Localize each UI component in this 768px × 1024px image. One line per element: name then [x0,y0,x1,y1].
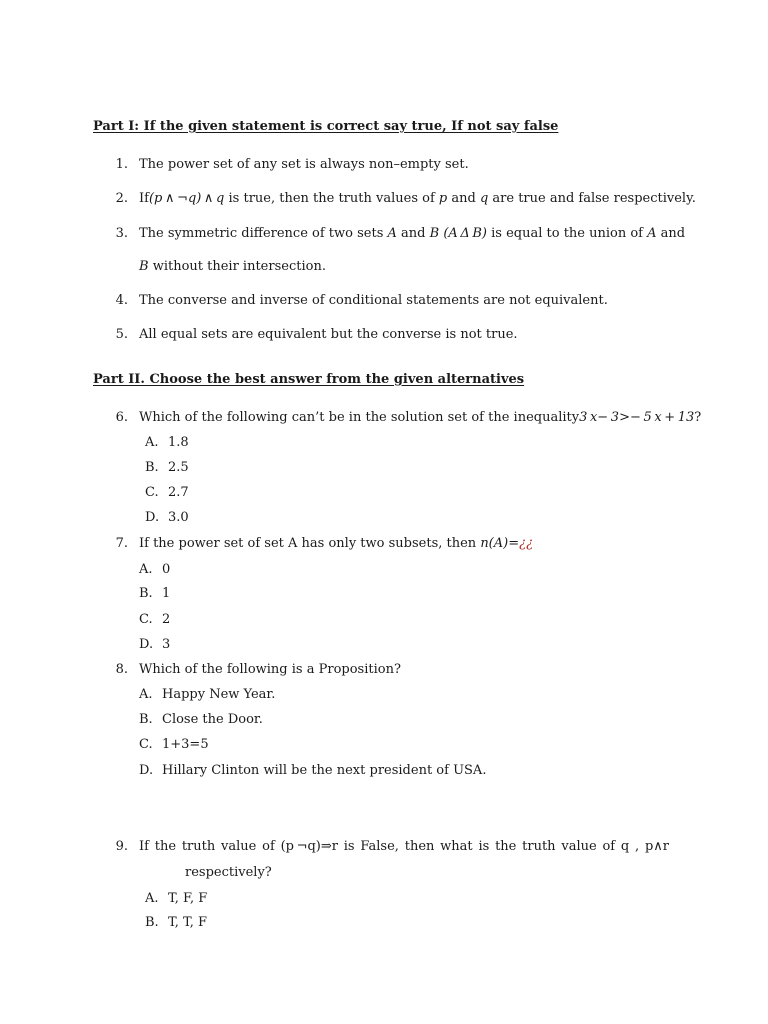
item-text: The power set of any set is always non–empty set. [139,157,469,172]
question-text-continued: respectively? [185,865,272,880]
option-text: 2.5 [168,460,189,475]
item-text-continued: B without their intersection. [139,259,326,274]
question-number: 9. [115,839,128,854]
item-text: The converse and inverse of conditional statements are not equivalent. [139,293,608,308]
option-text: 1 [162,586,171,601]
item-text: The symmetric difference of two sets A and B (A Δ B) is equal to the union of A and [139,226,686,241]
option-label: B. [145,915,159,930]
option-text: 2.7 [168,485,189,500]
option-label: C. [139,612,153,627]
item-number: 5. [115,327,128,342]
option-label: C. [139,737,153,752]
item-number: 2. [115,191,128,206]
math-expression: 3 x− 3>− 5 x + 13 [579,410,695,425]
question-text: If the truth value of (p ¬q)⇒r is False, then what is the truth value of q , p∧r [139,839,669,854]
question-text: Which of the following is a Proposition? [139,662,401,677]
question-number: 7. [115,536,128,551]
option-text: Hillary Clinton will be the next president of USA. [162,763,487,778]
option-label: A. [139,687,153,702]
option-text: T, F, F [168,891,208,906]
option-label: A. [145,891,159,906]
option-text: 3 [162,637,171,652]
question-number: 6. [115,410,128,425]
item-text: If(p ∧ ¬q) ∧ q is true, then the truth values of p and q are true and false respectively. [139,191,696,206]
math-expression: n(A)= [480,536,520,551]
option-label: D. [139,763,154,778]
option-label: A. [139,562,153,577]
item-number: 3. [115,226,128,241]
option-label: C. [145,485,159,500]
option-text: 2 [162,612,171,627]
option-text: 3.0 [168,510,189,525]
part2-heading: Part II. Choose the best answer from the given alternatives [93,372,525,387]
option-text: T, T, F [168,915,208,930]
option-text: 1.8 [168,435,189,450]
option-label: B. [145,460,159,475]
option-label: D. [139,637,154,652]
option-text: 1+3=5 [162,737,209,752]
item-number: 4. [115,293,128,308]
item-text: All equal sets are equivalent but the converse is not true. [139,327,518,342]
option-text: Close the Door. [162,712,263,727]
option-label: D. [145,510,160,525]
option-text: 0 [162,562,171,577]
broken-glyph: ¿¿ [519,536,534,551]
question-text: If the power set of set A has only two subsets, then n(A)=¿¿ [139,536,534,551]
option-text: Happy New Year. [162,687,276,702]
question-number: 8. [115,662,128,677]
option-label: B. [139,712,153,727]
option-label: A. [145,435,159,450]
math-expression: (A Δ B) [439,226,492,241]
part1-heading: Part I: If the given statement is correct say true, If not say false [93,119,559,134]
math-expression: (p ∧ ¬q) ∧ q [148,191,225,206]
item-number: 1. [115,157,128,172]
option-label: B. [139,586,153,601]
question-text: Which of the following can’t be in the solution set of the inequality3 x− 3>− 5 x + 13? [139,410,702,425]
